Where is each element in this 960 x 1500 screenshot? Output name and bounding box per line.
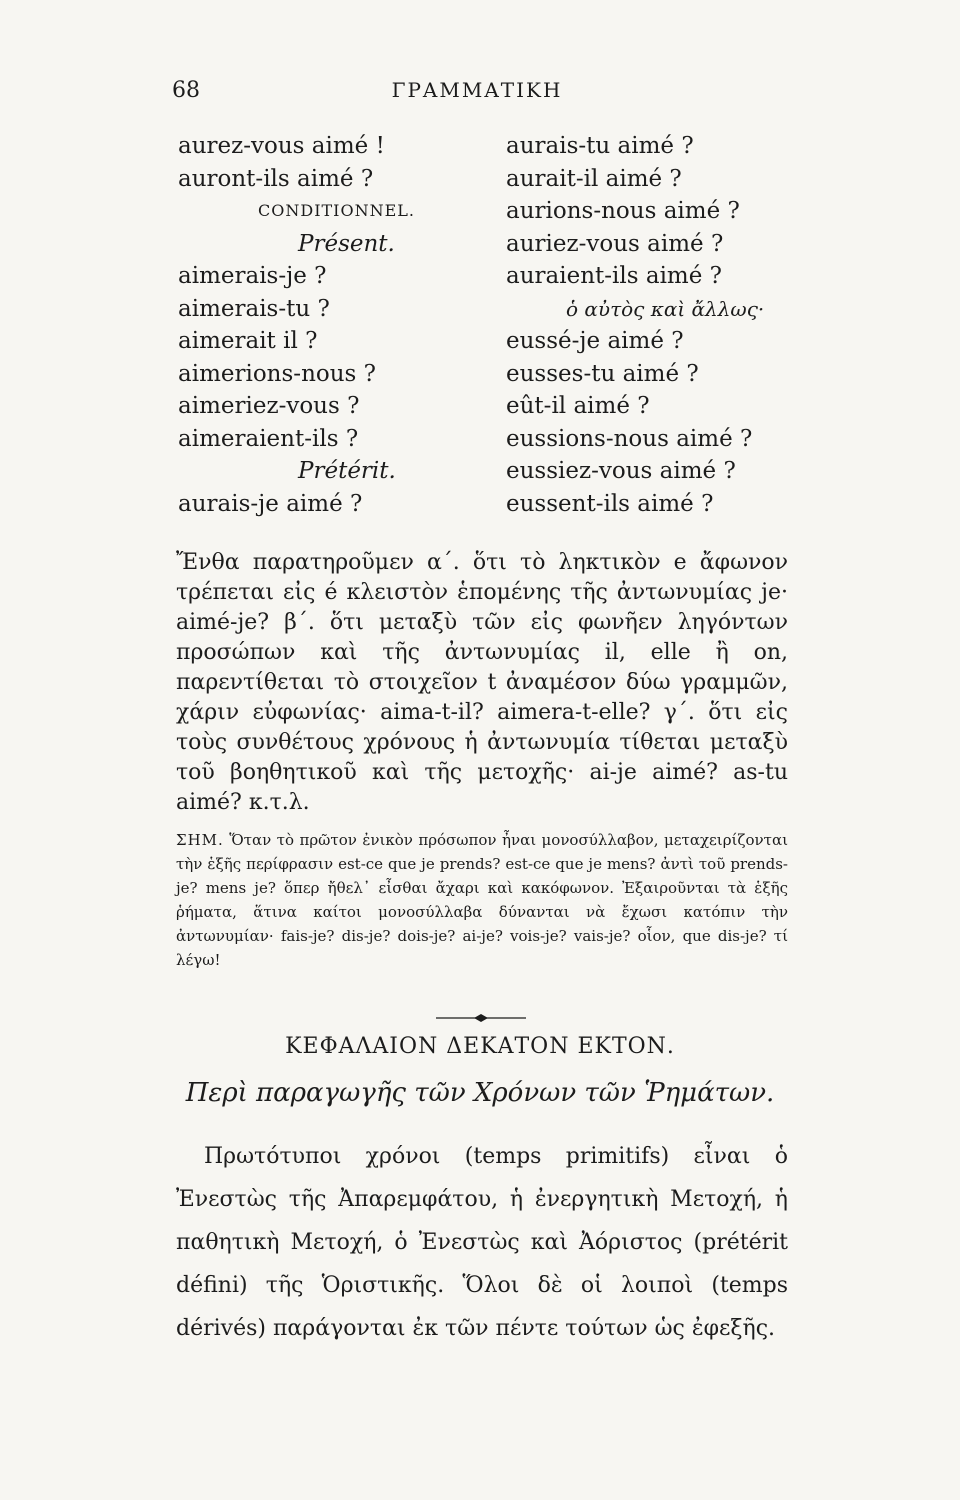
paragraph-text: Ἔνθα παρατηροῦμεν α΄. ὅτι τὸ ληκτικὸν e ἄφωνον τρέπεται εἰς é κλειστὸν ἑπομένης τῆς ἀντωνυμίας je· aimé-je? β΄. ὅτι μεταξὺ τῶν εἰς φωνῆεν ληγόντων προσώπων καὶ τῆς ἀντωνυμίας il, elle ἢ on, παρεντίθεται τὸ στοιχεῖον t ἀναμέσον δύω γραμμῶν, χάριν εὐφωνίας· aima-t-il? aimera-t-elle? γ΄. ὅτι εἰς τοὺς συνθέτους χρόνους ἡ ἀντωνυμία τίθεται μεταξὺ τοῦ βοηθητικοῦ καὶ τῆς μετοχῆς· ai-je aimé? as-tu aimé? κ.τ.λ. [176,550,788,815]
conjugation-line: eussent-ils aimé ? [506,490,714,517]
conjugation-line: aurais-je aimé ? [178,490,363,517]
conjugation-line: eût-il aimé ? [506,393,650,419]
conjugation-line: aurez-vous aimé ! [178,133,385,159]
conjugation-line: aurions-nous aimé ? [506,198,740,224]
note-label: ΣΗΜ. [176,831,224,849]
conjugation-line: eussions-nous aimé ? [506,425,753,452]
conjugation-left-column [178,130,538,520]
conjugation-line: auriez-vous aimé ? [506,230,724,257]
conjugation-line: eussé-je aimé ? [506,328,684,354]
page-header [172,78,782,108]
conjugation-line: aimerions-nous ? [178,360,376,387]
conjugation-right-column [506,130,786,520]
conjugation-line: aurait-il aimé ? [506,165,682,192]
chapter-title: ΚΕΦΑΛΑΙΟΝ ΔΕΚΑΤΟΝ ΕΚΤΟΝ. [285,1034,675,1059]
conjugation-line: eusses-tu aimé ? [506,360,699,387]
conjugation-line: aimerais-tu ? [178,295,330,322]
section-heading: CONDITIONNEL. [258,201,416,220]
paragraph-text: Πρωτότυποι χρόνοι (temps primitifs) εἶναι ὁ Ἐνεστὼς τῆς Ἀπαρεμφάτου, ἡ ἐνεργητικὴ Μετοχή, ἡ παθητικὴ Μετοχή, ὁ Ἐνεστὼς καὶ Ἀόριστος (prétérit défini) τῆς Ὁριστικῆς. Ὅλοι δὲ οἱ λοιποὶ (temps dérivés) παράγονται ἐκ τῶν πέντε τούτων ὡς ἐφεξῆς. [176,1144,788,1341]
conjugation-line: aimerait il ? [178,328,318,354]
ornamental-divider [436,1012,526,1024]
chapter-subtitle: Περὶ παραγωγῆς τῶν Χρόνων τῶν Ῥημάτων. [185,1078,775,1108]
conjugation-line: auraient-ils aimé ? [506,263,722,289]
running-head: ΓΡΑΜΜΑΤΙΚΗ [391,78,563,102]
tense-subheading: Prétérit. [298,458,396,484]
note-text: Ὅταν τὸ πρῶτον ἐνικὸν πρόσωπον ἦναι μονοσύλλαβον, μεταχειρίζονται τὴν ἑξῆς περίφρασιν est-ce que je prends? est-ce que je mens? ἀντὶ τοῦ prends-je? mens je? ὅπερ ἤθελ᾽ εἶσθαι ἄχαρι καὶ κακόφωνον. Ἐξαιροῦνται τὰ ἑξῆς ῥήματα, ἅτινα καίτοι μονοσύλλαβα δύνανται νὰ ἔχωσι κατόπιν τὴν ἀντωνυμίαν· fais-je? dis-je? dois-je? ai-je? vois-je? vais-je? οἷον, que dis-je? τί λέγω! [176,831,788,969]
footnote-block [176,828,788,972]
conjugation-line: auront-ils aimé ? [178,165,374,192]
alternate-form-heading: ὁ αὐτὸς καὶ ἄλλως· [566,296,765,321]
conjugation-line: aimerais-je ? [178,263,327,289]
note-paragraph [176,828,788,972]
conjugation-line: aurais-tu aimé ? [506,133,694,159]
conjugation-line: aimeraient-ils ? [178,425,359,452]
observation-paragraph [176,548,788,818]
tense-subheading: Présent. [298,230,395,257]
chapter-paragraph [176,1135,788,1350]
conjugation-line: eussiez-vous aimé ? [506,458,736,484]
page-number: 68 [172,78,200,103]
conjugation-line: aimeriez-vous ? [178,393,360,419]
